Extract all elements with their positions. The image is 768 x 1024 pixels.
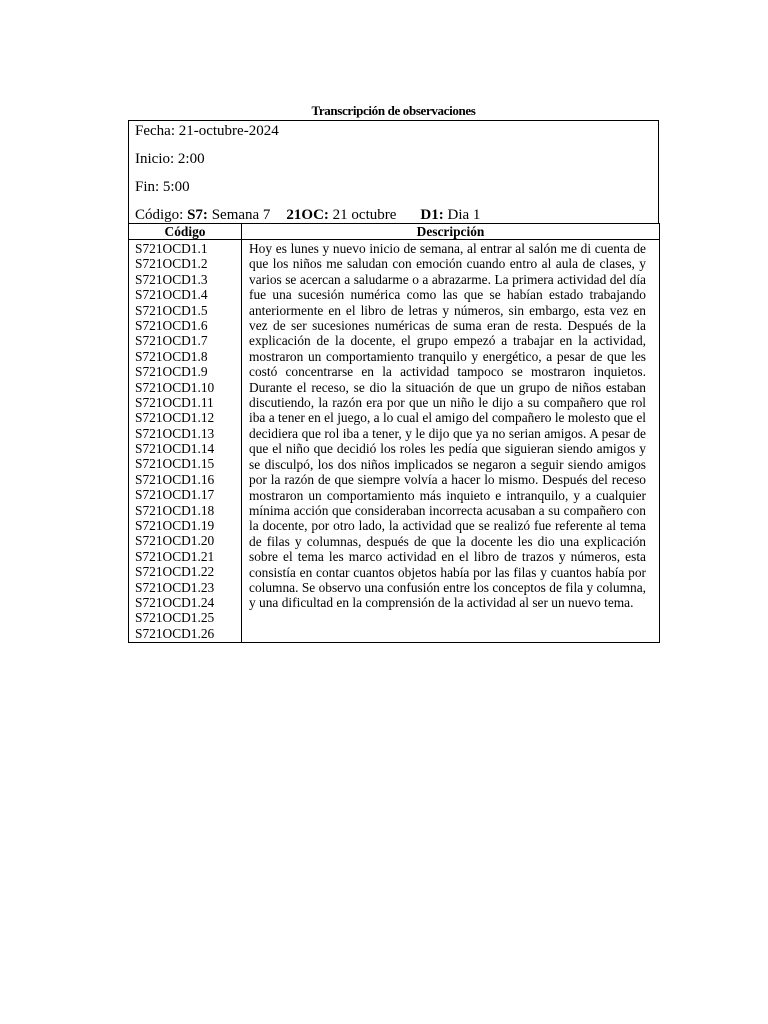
week-code: S7: (187, 207, 208, 223)
line-code: S721OCD1.18 (135, 502, 215, 518)
line-code: S721OCD1.26 (135, 625, 215, 641)
session-header (128, 120, 659, 224)
line-code: S721OCD1.1 (135, 241, 208, 256)
line-code: S721OCD1.15 (135, 456, 215, 472)
code-column-header: Código (129, 224, 242, 240)
code-list-cell (129, 240, 242, 643)
description-column-header: Descripción (242, 224, 660, 240)
line-code: S721OCD1.9 (135, 364, 208, 380)
line-code: S721OCD1.23 (135, 579, 215, 595)
line-code: S721OCD1.21 (135, 548, 215, 564)
document-title: Transcripción de observaciones (311, 103, 476, 118)
day-value: Dia 1 (443, 207, 481, 223)
line-code: S721OCD1.2 (135, 256, 208, 272)
line-code: S721OCD1.7 (135, 333, 208, 349)
day-code: D1: (420, 207, 444, 223)
line-code: S721OCD1.13 (135, 425, 215, 441)
end-time-line: Fin: 5:00 (135, 179, 190, 195)
table-row (129, 240, 660, 643)
line-code: S721OCD1.3 (135, 271, 208, 287)
line-code: S721OCD1.10 (135, 379, 215, 395)
line-code: S721OCD1.6 (135, 317, 208, 333)
code-legend-line (135, 206, 480, 224)
line-code: S721OCD1.4 (135, 287, 208, 303)
description-cell: Hoy es lunes y nuevo inicio de semana, al entrar al salón me di cuenta de que los niños me saludan con emoción cuando entro al aula de clases, y varios se acercan a saludarme o a abrazarme. La primera actividad del día fue una sucesión numérica como las que se habían estado trabajando anteriormente en el libro de letras y números, sin embargo, esta vez en vez de ser sucesiones numéricas de suma eran de resta. Después de la explicación de la docente, el grupo empezó a trabajar en la actividad, mostraron un comportamiento tranquilo y energético, a pesar de que les costó concentrarse en la actividad tampoco se mostraron inquietos. Durante el receso, se dio la situación de que un grupo de niños estaban discutiendo, la razón era por que un niño le dijo a su compañero que rol iba a tener en el juego, a lo cual el amigo del compañero le molesto que el decidiera que rol iba a tener, y le dijo que ya no serian amigos. A pesar de que el niño que decidió los roles les pedía que siguieran siendo amigos y se disculpó, los dos niños implicados se negaron a seguir siendo amigos por la razón de que siempre volvía a hacer lo mismo. Después del receso mostraron un comportamiento más inquieto e intranquilo, y a cualquier mínima acción que consideraban incorrecta acusaban a su compañero con la docente, por otro lado, la actividad que se realizó fue referente al tema de filas y columnas, después de que la docente les dio una explicación sobre el tema les marco actividad en el libro de trazos y números, esta consistía en contar cuantos objetos había por las filas y cuantos había por columna. Se observo una confusión entre los conceptos de fila y columna, y una dificultad en la comprensión de la actividad al ser un nuevo tema. (242, 240, 660, 643)
line-code: S721OCD1.22 (135, 564, 215, 580)
date-line: Fecha: 21-octubre-2024 (135, 123, 279, 139)
observations-table (128, 223, 660, 643)
line-code: S721OCD1.11 (135, 394, 214, 410)
line-code: S721OCD1.12 (135, 410, 215, 426)
date-code: 21OC: (286, 207, 329, 223)
week-value: Semana 7 (207, 207, 271, 223)
line-code: S721OCD1.16 (135, 471, 215, 487)
line-code: S721OCD1.17 (135, 487, 215, 503)
start-time-line: Inicio: 2:00 (135, 151, 205, 167)
table-header-row (129, 224, 660, 240)
line-code: S721OCD1.19 (135, 518, 215, 534)
line-code: S721OCD1.24 (135, 594, 215, 610)
line-code: S721OCD1.20 (135, 533, 215, 549)
line-code: S721OCD1.8 (135, 348, 208, 364)
line-code: S721OCD1.25 (135, 610, 215, 626)
line-code: S721OCD1.5 (135, 302, 208, 318)
date-value: 21 octubre (328, 207, 397, 223)
code-legend-label: Código: (135, 207, 188, 223)
line-code: S721OCD1.14 (135, 441, 215, 457)
